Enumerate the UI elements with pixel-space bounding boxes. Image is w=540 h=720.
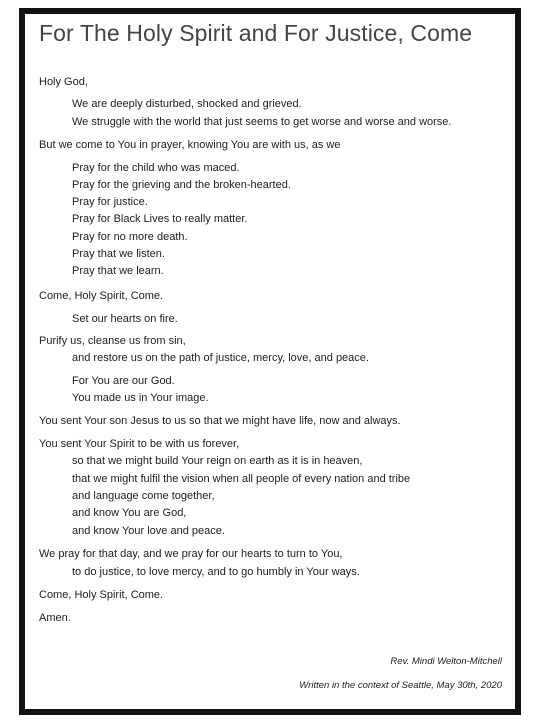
prayer-line: Pray for Black Lives to really matter. [72,213,248,225]
context-note: Written in the context of Seattle, May 30th, 2020 [299,680,502,691]
prayer-line: For You are our God. [72,375,175,387]
prayer-line: Pray that we learn. [72,265,164,277]
prayer-line: You sent Your Spirit to be with us forever, [39,438,240,450]
prayer-line: and language come together, [72,490,215,502]
prayer-line: Pray that we listen. [72,248,165,260]
prayer-line: and restore us on the path of justice, mercy, love, and peace. [72,352,369,364]
prayer-line: Pray for no more death. [72,231,188,243]
prayer-line: We pray for that day, and we pray for our hearts to turn to You, [39,548,343,560]
prayer-line: Come, Holy Spirit, Come. [39,589,164,601]
prayer-line: Holy God, [39,76,88,88]
prayer-line: so that we might build Your reign on earth as it is in heaven, [72,455,363,467]
author-signature: Rev. Mindi Welton-Mitchell [390,656,502,667]
prayer-line: to do justice, to love mercy, and to go humbly in Your ways. [72,566,360,578]
prayer-line: But we come to You in prayer, knowing You are with us, as we [39,139,341,151]
prayer-line: and know You are God, [72,507,187,519]
prayer-line: and know Your love and peace. [72,525,225,537]
prayer-line: that we might fulfil the vision when all people of every nation and tribe [72,473,411,485]
prayer-line: We struggle with the world that just seems to get worse and worse and worse. [72,116,452,128]
prayer-line: Purify us, cleanse us from sin, [39,335,186,347]
prayer-line: Pray for the grieving and the broken-hearted. [72,179,291,191]
prayer-line: You sent Your son Jesus to us so that we might have life, now and always. [39,415,401,427]
page-title: For The Holy Spirit and For Justice, Come [39,20,473,46]
prayer-line: Set our hearts on fire. [72,313,178,325]
prayer-line: Pray for the child who was maced. [72,162,240,174]
prayer-line: Amen. [39,612,71,624]
prayer-line: We are deeply disturbed, shocked and grieved. [72,98,302,110]
prayer-line: You made us in Your image. [72,392,209,404]
prayer-line: Come, Holy Spirit, Come. [39,290,164,302]
prayer-line: Pray for justice. [72,196,148,208]
